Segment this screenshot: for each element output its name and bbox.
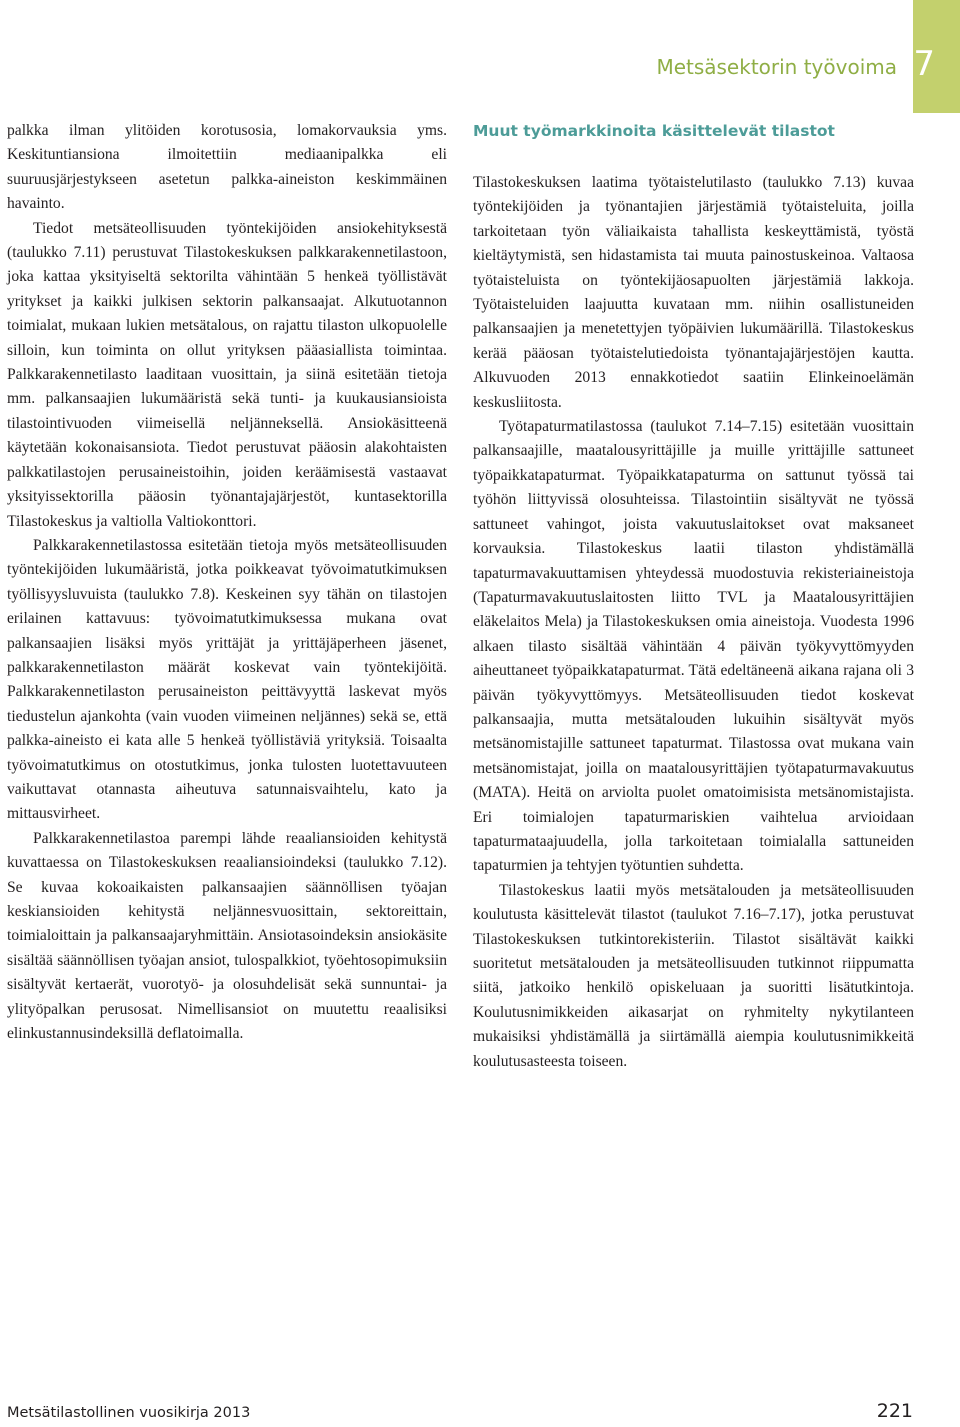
body-paragraph: Palkkarakennetilastoa parempi lähde reaaliansioiden kehitystä kuvattaessa on Tilastokeskuksen reaaliansioindeksi (taulukko 7.12). Se kuvaa kokoaikaisten palkansaajien säännöllisen työajan keskiansioiden kehitystä neljännesvuosittain, sektoreittain, toimialoittain ja palkansaajaryhmittäin. Ansiotasoindeksin ansiokäsite sisältää säännöllisen työajan ansiot, tulospalkkiot, työehtosopimuksiin sisältyvät kertaerät, vuorotyö- ja olosuhdelisät sekä sunnuntai- ja ylityöpalkan perusosat. Nimellisansiot on muutettu reaalisiksi elinkustannusindeksillä deflatoimalla. [7,829,447,1043]
page-number: 221 [876,1400,913,1422]
body-paragraph: Tilastokeskuksen laatima työtaistelutilasto (taulukko 7.13) kuvaa työntekijöiden ja työnantajien järjestämiä työtaisteluita, joilla tarkoitetaan työn väliaikaista tahallista keskeyttämistä, työstä kieltäytymistä, sen hidastamista tai muuta painostuskeinoa. Valtaosa työtaisteluista on työntekijäosapuolten järjestämiä lakkoja. Työtaisteluiden laajuutta kuvataan mm. niihin osallistuneiden palkansaajien ja menetettyjen työpäivien lukumäärillä. Tilastokeskus kerää pääosan työtaistelutiedoista työnantajajärjestöjen kautta. Alkuvuoden 2013 ennakkotiedot saatiin Elinkeinoelämän keskusliitosta. [473,174,914,411]
section-heading: Muut työmarkkinoita käsittelevät tilastot [473,122,835,140]
publication-title: Metsätilastollinen vuosikirja 2013 [7,1405,251,1421]
body-paragraph: Tiedot metsäteollisuuden työntekijöiden ansiokehityksestä (taulukko 7.11) perustuvat Tilastokeskuksen palkkarakennetilastoon, joka kattaa yksityiseltä sektorilta vähintään 5 henkeä työllistävät yritykset ja kaikki julkisen sektorin palkansaajat. Alkutuotannon toimialat, mukaan lukien metsätalous, on rajattu tilaston ulkopuolelle silloin, kun toiminta on ollut yrityksen pääasiallista toimintaa. Palkkarakennetilasto laaditaan vuosittain, ja siinä esitetään tietoja mm. palkansaajien lukumääristä sekä tunti- ja kuukausiansioista tilastointivuoden viimeisellä neljänneksellä. Ansiokäsitteenä käytetään kokonaisansiota. Tiedot perustuvat pääosin alakohtaisten palkkatilastojen perusaineistoihin, joiden keräämisestä vastaavat yksityissektorilla pääosin työnantajajärjestöt, kuntasektorilla Tilastokeskus ja valtiolla Valtiokonttori. [7,219,447,530]
body-paragraph: Palkkarakennetilastossa esitetään tietoja myös metsäteollisuuden työntekijöiden lukumääristä, jotka poikkeavat työvoimatutkimuksen työllisyysluvuista (taulukko 7.8). Keskeinen syy tähän on tilastojen erilainen kattavuus: työvoimatutkimuksessa mukana ovat palkansaajien lisäksi myös yrittäjät ja yrittäjäperheen jäsenet, palkkarakennetilaston määrät koskevat vain työntekijöitä. Palkkarakennetilaston perusaineiston peittävyyttä laskevat myös tiedustelun ajankohta (vain vuoden viimeinen neljännes) sekä se, että palkka-aineisto ei kata alle 5 henkeä työllistäviä yrityksiä. Toisaalta työvoimatutkimus on otostutkimus, jonka tulosten luotettavuuteen vaikuttavat otannasta aiheutuva satunnaisvaihtelu, kato ja mittausvirheet. [7,536,447,823]
chapter-tab [913,0,960,113]
body-paragraph: Työtapaturmatilastossa (taulukot 7.14–7.15) esitetään vuosittain palkansaajille, maatalousyrittäjille ja muille yrittäjille sattuneet työpaikkatapaturmat. Työpaikkatapaturma on sattunut työssä tai työhön liittyvissä olosuhteissa. Tilastointiin sisältyvät ne työssä sattuneet vahingot, joista vakuutuslaitokset ovat maksaneet korvauksia. Tilastokeskus laatii tilaston yhdistämällä tapaturmavakuuttamisen yhteydessä muodostuvia rekisteriaineistoja (Tapaturmavakuutuslaitosten liitto TVL ja Maatalousyrittäjien eläkelaitos Mela) ja Tilastokeskuksen omia aineistoja. Vuodesta 1996 alkaen tilasto sisältää vähintään 4 päivän työkyvyttömyyden aiheuttaneet työpaikkatapaturmat. Tätä edeltäneenä aikana rajana oli 3 päivän työkyvyttömyys. Metsäteollisuuden tiedot koskevat palkansaajia, mutta metsätalouden lukuihin sisältyvät myös metsänomistajille sattuneet tapaturmat. Tilastossa ovat mukana vain metsänomistajat, joilla on maatalousyrittäjien työtapaturmavakuutus (MATA). Heitä on arviolta puolet omatoimisista metsänomistajista. Eri toimialojen tapaturmariskien vaihtelua arvioidaan tapaturmataajuudella, jolla tarkoitetaan toimialalla sattuneiden tapaturmien ja tehtyjen työtuntien suhdetta. [473,418,914,875]
body-paragraph: Tilastokeskus laatii myös metsätalouden ja metsäteollisuuden koulutusta käsittelevät tilastot (taulukot 7.16–7.17), jotka perustuvat Tilastokeskuksen tutkintorekisteriin. Tilastot sisältävät kaikki suoritetut metsätalouden ja metsäteollisuuden tutkinnot riippumatta siitä, jatkoiko henkilö opiskeluaan ja suoritti lisätutkintoja. Koulutusnimikkeiden aikasarjat on ryhmitelty nykytilanteen mukaisiksi yhdistämällä ja siirtämällä aiempia koulutusnimikkeitä koulutusasteesta toiseen. [473,881,914,1070]
right-column [473,119,914,1074]
body-paragraph: palkka ilman ylitöiden korotusosia, lomakorvauksia yms. Keskituntiansiona ilmoitettiin mediaanipalkka eli suuruusjärjestykseen asetetun palkka-aineiston keskimmäinen havainto. [7,122,447,213]
chapter-number: 7 [913,44,935,84]
chapter-title: Metsäsektorin työvoima [656,55,897,79]
left-column [7,119,447,1046]
